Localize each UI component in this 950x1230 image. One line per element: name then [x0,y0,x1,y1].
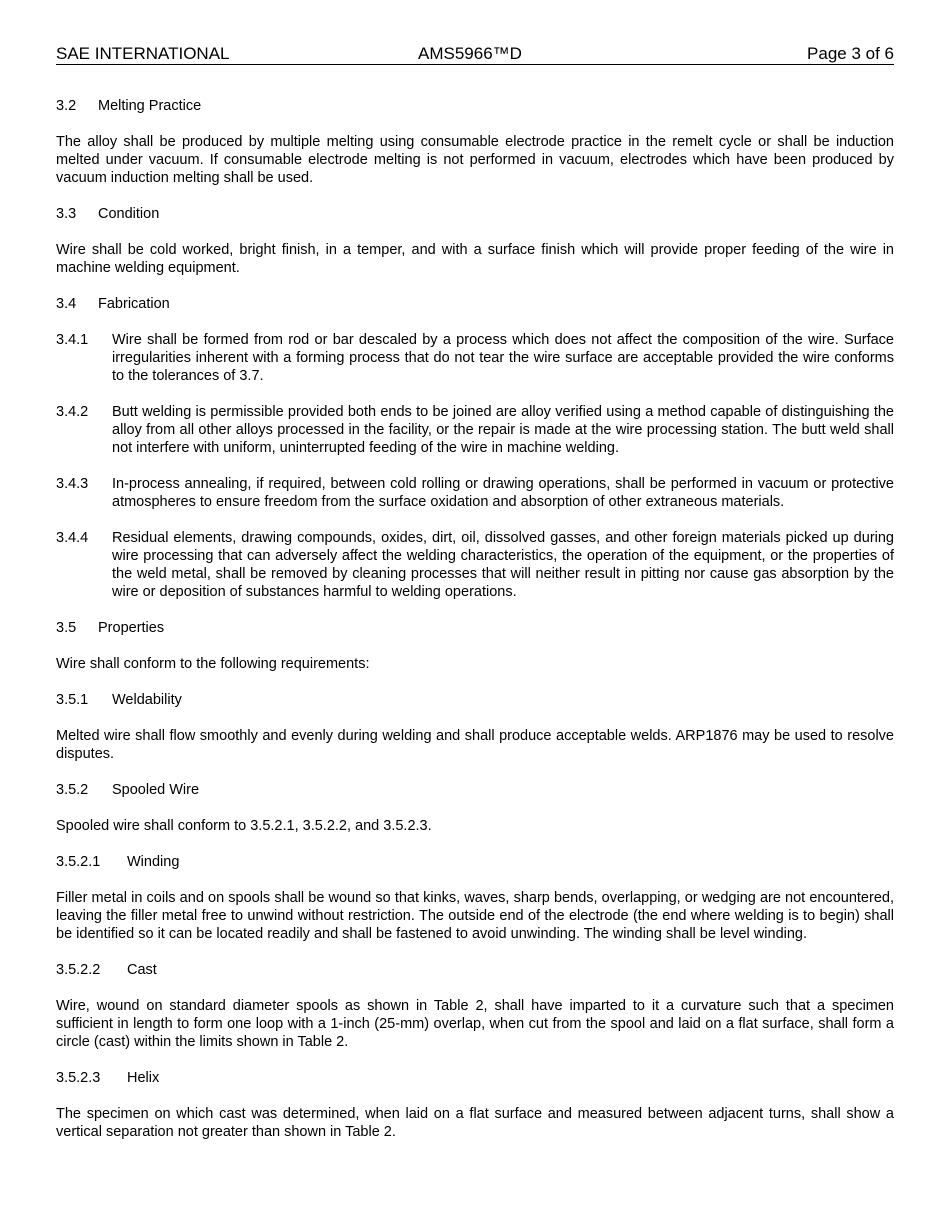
section-heading-3-3 [56,205,894,223]
section-title: Melting Practice [98,98,202,114]
section-number: 3.3 [56,206,77,222]
section-heading-3-5-2-2 [56,961,894,979]
section-body-3-5-2: Spooled wire shall conform to 3.5.2.1, 3.5.2.2, and 3.5.2.3. [56,818,432,834]
section-body-3-3: Wire shall be cold worked, bright finish, in a temper, and with a surface finish which will provide proper feeding of the wire in machine welding equipment. [56,242,894,276]
section-number: 3.5.2 [56,782,89,798]
section-title: Helix [127,1070,160,1086]
header-page-number: Page 3 of 6 [807,44,894,63]
section-title: Spooled Wire [112,782,200,798]
clause-number: 3.4.3 [56,476,89,492]
clause-3-4-4 [56,529,894,601]
section-heading-3-5-2 [56,781,894,799]
section-heading-3-5-2-1 [56,853,894,871]
header-document-id: AMS5966™D [418,44,522,63]
section-title: Weldability [112,692,182,708]
section-title: Fabrication [98,296,170,312]
section-title: Properties [98,620,165,636]
section-title: Cast [127,962,157,978]
section-body-3-5-2-3: The specimen on which cast was determined, when laid on a flat surface and measured between adjacent turns, shall show a vertical separation not greater than shown in Table 2. [56,1106,894,1140]
section-body-3-5-2-2: Wire, wound on standard diameter spools as shown in Table 2, shall have imparted to it a curvature such that a specimen sufficient in length to form one loop with a 1-inch (25-mm) overlap, when cut from the spool and laid on a flat surface, shall form a circle (cast) within the limits shown in Table 2. [56,998,894,1050]
clause-text: Residual elements, drawing compounds, oxides, dirt, oil, dissolved gasses, and other foreign materials picked up during wire processing that can adversely affect the welding characteristics, the operation of the equipment, or the properties of the weld metal, shall be removed by cleaning processes that will neither result in pitting nor cause gas absorption by the wire or deposition of substances harmful to welding operations. [112,530,894,600]
clause-text: In-process annealing, if required, between cold rolling or drawing operations, shall be performed in vacuum or protective atmospheres to ensure freedom from the surface oxidation and absorption of other extraneous materials. [112,476,894,510]
section-body-3-5-2-1: Filler metal in coils and on spools shall be wound so that kinks, waves, sharp bends, overlapping, or wedging are not encountered, leaving the filler metal free to unwind without restriction. The outside end of the electrode (the end where welding is to begin) shall be identified so it can be located readily and shall be fastened to avoid unwinding. The winding shall be level winding. [56,890,894,942]
header-organization: SAE INTERNATIONAL [56,44,230,63]
page-header [56,44,894,65]
clause-number: 3.4.4 [56,530,89,546]
document-body [56,97,894,1159]
clause-3-4-3 [56,475,894,511]
section-heading-3-5-2-3 [56,1069,894,1087]
section-number: 3.5.2.2 [56,962,101,978]
section-body-3-2: The alloy shall be produced by multiple melting using consumable electrode practice in the remelt cycle or shall be induction melted under vacuum. If consumable electrode melting is not performed in vacuum, electrodes which have been produced by vacuum induction melting shall be used. [56,134,894,186]
section-number: 3.5.2.1 [56,854,101,870]
section-number: 3.5.2.3 [56,1070,101,1086]
section-title: Winding [127,854,180,870]
clause-text: Butt welding is permissible provided both ends to be joined are alloy verified using a method capable of distinguishing the alloy from all other alloys processed in the facility, or the repair is made at the wire processing station. The butt weld shall not interfere with uniform, uninterrupted feeding of the wire in machine welding. [112,404,894,456]
clause-3-4-1 [56,331,894,385]
section-heading-3-2 [56,97,894,115]
section-number: 3.4 [56,296,77,312]
section-number: 3.2 [56,98,77,114]
section-heading-3-5 [56,619,894,637]
clause-number: 3.4.1 [56,332,89,348]
section-body-3-5: Wire shall conform to the following requirements: [56,656,370,672]
section-number: 3.5 [56,620,77,636]
clause-text: Wire shall be formed from rod or bar descaled by a process which does not affect the composition of the wire. Surface irregularities inherent with a forming process that do not tear the wire surface are acceptable provided the wire conforms to the tolerances of 3.7. [112,332,894,384]
section-number: 3.5.1 [56,692,89,708]
section-title: Condition [98,206,160,222]
clause-3-4-2 [56,403,894,457]
clause-number: 3.4.2 [56,404,89,420]
section-body-3-5-1: Melted wire shall flow smoothly and evenly during welding and shall produce acceptable welds. ARP1876 may be used to resolve disputes. [56,728,894,762]
section-heading-3-5-1 [56,691,894,709]
section-heading-3-4 [56,295,894,313]
